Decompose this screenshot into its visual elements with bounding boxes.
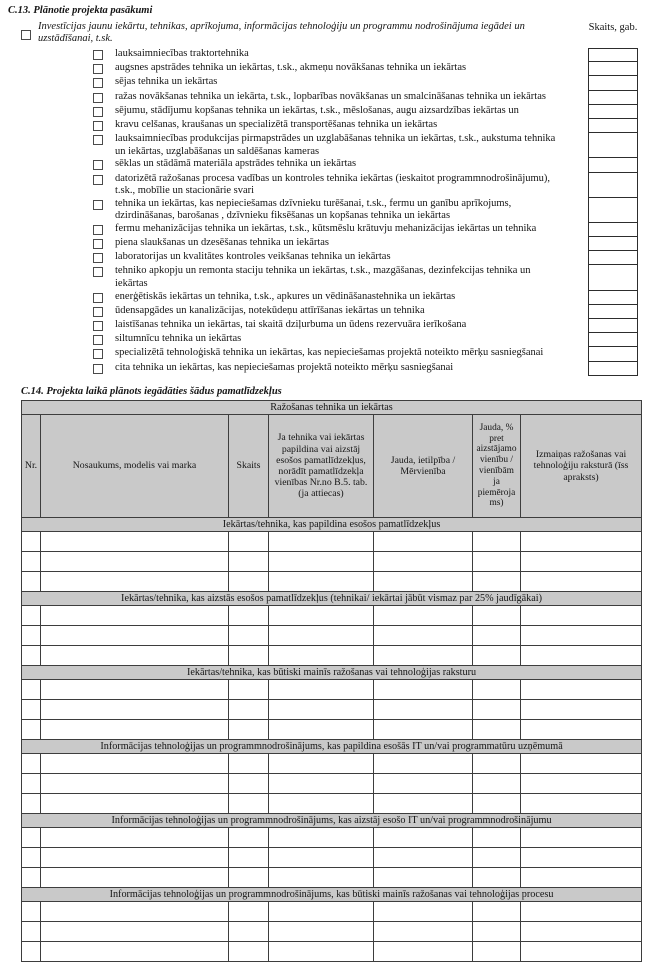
table-section-header: Iekārtas/tehnika, kas papildina esošos pamatlīdzekļus xyxy=(22,518,642,532)
table-cell[interactable] xyxy=(269,848,374,868)
table-cell[interactable] xyxy=(374,902,473,922)
table-cell[interactable] xyxy=(269,942,374,962)
table-cell[interactable] xyxy=(473,754,521,774)
item-checkbox[interactable] xyxy=(93,135,103,145)
table-cell[interactable] xyxy=(22,774,41,794)
table-cell[interactable] xyxy=(521,700,642,720)
count-input-box[interactable] xyxy=(588,76,638,90)
checklist-indent xyxy=(0,133,93,158)
table-cell[interactable] xyxy=(22,922,41,942)
checklist-item xyxy=(0,119,645,133)
checklist-item xyxy=(0,198,645,223)
table-cell[interactable] xyxy=(41,828,229,848)
checklist-item xyxy=(0,362,645,376)
count-input-box[interactable] xyxy=(588,251,638,265)
checklist-indent xyxy=(0,62,93,76)
table-cell[interactable] xyxy=(269,774,374,794)
checklist-indent xyxy=(0,237,93,251)
table-cell[interactable] xyxy=(41,532,229,552)
item-checkbox[interactable] xyxy=(93,239,103,249)
item-label: sējas tehnika un iekārtas xyxy=(115,76,218,88)
table-cell[interactable] xyxy=(374,868,473,888)
table-cell[interactable] xyxy=(41,942,229,962)
count-input-box[interactable] xyxy=(588,133,638,158)
item-checkbox[interactable] xyxy=(93,93,103,103)
checklist xyxy=(0,48,645,376)
checklist-item xyxy=(0,223,645,237)
table-row xyxy=(22,532,642,552)
table-group-header: Ražošanas tehnika un iekārtas xyxy=(22,401,642,415)
checklist-item xyxy=(0,62,645,76)
checklist-item xyxy=(0,291,645,305)
checklist-indent xyxy=(0,91,93,105)
table-cell[interactable] xyxy=(41,606,229,626)
item-checkbox[interactable] xyxy=(93,335,103,345)
item-checkbox[interactable] xyxy=(93,349,103,359)
checklist-item xyxy=(0,237,645,251)
table-section-bar xyxy=(22,814,642,828)
table-cell[interactable] xyxy=(41,774,229,794)
checklist-indent xyxy=(0,105,93,119)
item-checkbox[interactable] xyxy=(93,121,103,131)
table-cell[interactable] xyxy=(41,552,229,572)
checklist-item xyxy=(0,305,645,319)
table-row xyxy=(22,868,642,888)
table-section-header: Informācijas tehnoloģijas un programmnodrošinājums, kas papildina esošās IT un/vai programmatūru uzņēmumā xyxy=(22,740,642,754)
table-column-header-row xyxy=(22,415,642,518)
table-cell[interactable] xyxy=(22,720,41,740)
table-cell[interactable] xyxy=(41,572,229,592)
table-cell[interactable] xyxy=(521,868,642,888)
count-input-box[interactable] xyxy=(588,91,638,105)
checklist-indent xyxy=(0,173,93,198)
checklist-indent xyxy=(0,48,93,62)
count-input-box[interactable] xyxy=(588,237,638,251)
table-section-bar xyxy=(22,888,642,902)
table-cell[interactable] xyxy=(269,680,374,700)
item-label: kravu celšanas, kraušanas un specializētā transportēšanas tehnika un iekārtas xyxy=(115,118,438,130)
checklist-item xyxy=(0,105,645,119)
table-cell[interactable] xyxy=(22,868,41,888)
table-cell[interactable] xyxy=(41,868,229,888)
table-cell[interactable] xyxy=(41,902,229,922)
table-cell[interactable] xyxy=(374,754,473,774)
table-row xyxy=(22,626,642,646)
count-input-box[interactable] xyxy=(588,48,638,62)
table-cell[interactable] xyxy=(521,754,642,774)
table-section-header: Informācijas tehnoloģijas un programmnodrošinājums, kas aizstāj esošo IT un/vai programmnodrošinājumu xyxy=(22,814,642,828)
table-cell[interactable] xyxy=(473,774,521,794)
checklist-item xyxy=(0,76,645,90)
table-cell[interactable] xyxy=(521,922,642,942)
table-cell[interactable] xyxy=(374,828,473,848)
count-input-box[interactable] xyxy=(588,198,638,223)
table-cell[interactable] xyxy=(269,606,374,626)
table-cell[interactable] xyxy=(521,720,642,740)
table-cell[interactable] xyxy=(229,922,269,942)
table-row xyxy=(22,572,642,592)
count-input-box[interactable] xyxy=(588,347,638,361)
table-cell[interactable] xyxy=(521,794,642,814)
table-cell[interactable] xyxy=(22,532,41,552)
table-cell[interactable] xyxy=(473,646,521,666)
checklist-item xyxy=(0,319,645,333)
item-label: augsnes apstrādes tehnika un iekārtas, t.sk., akmeņu novākšanas tehnika un iekārtas xyxy=(115,62,467,74)
table-cell[interactable] xyxy=(473,902,521,922)
table-section-header: Informācijas tehnoloģijas un programmnodrošinājums, kas būtiski mainīs ražošanas vai tehnoloģijas procesu xyxy=(22,888,642,902)
checklist-indent xyxy=(0,265,93,290)
table-cell[interactable] xyxy=(41,794,229,814)
table-cell[interactable] xyxy=(473,700,521,720)
item-checkbox[interactable] xyxy=(93,293,103,303)
table-row xyxy=(22,922,642,942)
table-row xyxy=(22,774,642,794)
checklist-item xyxy=(0,251,645,265)
table-cell[interactable] xyxy=(41,626,229,646)
table-cell[interactable] xyxy=(521,902,642,922)
checklist-indent xyxy=(0,223,93,237)
table-cell[interactable] xyxy=(41,700,229,720)
checklist-item xyxy=(0,158,645,172)
item-label: enerģētiskās iekārtas un tehnika, t.sk., apkures un vēdināšanastehnika un iekārtas xyxy=(115,290,456,302)
item-checkbox[interactable] xyxy=(93,50,103,60)
count-input-box[interactable] xyxy=(588,291,638,305)
table-cell[interactable] xyxy=(521,532,642,552)
table-cell[interactable] xyxy=(269,572,374,592)
table-cell[interactable] xyxy=(229,552,269,572)
table-cell[interactable] xyxy=(473,680,521,700)
table-cell[interactable] xyxy=(473,828,521,848)
checklist-indent xyxy=(0,333,93,347)
count-input-box[interactable] xyxy=(588,319,638,333)
table-row xyxy=(22,720,642,740)
table-cell[interactable] xyxy=(22,606,41,626)
item-checkbox[interactable] xyxy=(93,175,103,185)
item-checkbox[interactable] xyxy=(93,225,103,235)
table-cell[interactable] xyxy=(374,794,473,814)
item-label: lauksaimniecības traktortehnika xyxy=(115,48,249,59)
checklist-item xyxy=(0,347,645,361)
table-cell[interactable] xyxy=(521,680,642,700)
table-cell[interactable] xyxy=(41,848,229,868)
column-header: Ja tehnika vai iekārtas papildina vai aizstāj esošos pamatlīdzekļus, norādīt pamatlīdzekļa vienības Nr.no B.5. tab. (ja attiecas) xyxy=(269,415,374,518)
item-checkbox[interactable] xyxy=(93,160,103,170)
table-cell[interactable] xyxy=(473,626,521,646)
count-input-box[interactable] xyxy=(588,158,638,172)
count-input-box[interactable] xyxy=(588,265,638,290)
table-cell[interactable] xyxy=(473,606,521,626)
table-section-header: Iekārtas/tehnika, kas aizstās esošos pamatlīdzekļus (tehnikai/ iekārtai jābūt vismaz par 25% jaudīgākai) xyxy=(22,592,642,606)
table-cell[interactable] xyxy=(473,794,521,814)
table-cell[interactable] xyxy=(22,552,41,572)
table-section-bar xyxy=(22,666,642,680)
checklist-indent xyxy=(0,319,93,333)
table-cell[interactable] xyxy=(229,848,269,868)
assets-table xyxy=(21,400,642,962)
table-cell[interactable] xyxy=(269,646,374,666)
table-cell[interactable] xyxy=(229,572,269,592)
item-label: laboratorijas un kvalitātes kontroles veikšanas tehnika un iekārtas xyxy=(115,251,391,263)
table-cell[interactable] xyxy=(374,572,473,592)
table-section-bar xyxy=(22,592,642,606)
checklist-indent xyxy=(0,76,93,90)
table-row xyxy=(22,754,642,774)
table-cell[interactable] xyxy=(22,848,41,868)
column-header: Skaits xyxy=(229,415,269,518)
table-row xyxy=(22,942,642,962)
checklist-indent xyxy=(0,251,93,265)
table-cell[interactable] xyxy=(229,774,269,794)
checklist-indent xyxy=(0,305,93,319)
table-cell[interactable] xyxy=(22,700,41,720)
table-row xyxy=(22,902,642,922)
table-cell[interactable] xyxy=(374,720,473,740)
item-checkbox[interactable] xyxy=(93,364,103,374)
table-cell[interactable] xyxy=(374,700,473,720)
checklist-indent xyxy=(0,198,93,223)
main-investment-checkbox[interactable] xyxy=(21,30,31,40)
item-checkbox[interactable] xyxy=(93,78,103,88)
table-cell[interactable] xyxy=(269,828,374,848)
item-label: lauksaimniecības produkcijas pirmapstrādes un uzglabāšanas tehnika un iekārtas, t.sk., aukstuma tehnika un iekārtas, uzglabāšanas un saldēšanas kameras xyxy=(115,133,556,157)
table-cell[interactable] xyxy=(473,848,521,868)
table-cell[interactable] xyxy=(229,646,269,666)
checklist-indent xyxy=(0,119,93,133)
item-label: datorizētā ražošanas procesa vadības un kontroles tehnika iekārtas (ieskaitot programmnodrošinājumu), t.sk., mobīlie un stacionārie svari xyxy=(115,172,551,197)
table-cell[interactable] xyxy=(521,942,642,962)
item-checkbox[interactable] xyxy=(93,107,103,117)
table-cell[interactable] xyxy=(473,572,521,592)
table-cell[interactable] xyxy=(374,680,473,700)
table-cell[interactable] xyxy=(229,828,269,848)
item-label: tehnika un iekārtas, kas nepieciešamas dzīvnieku turēšanai, t.sk., fermu un ganību aprīkojums, dzirdināšanas, barošanas , dzīvnieku fiksēšanas un kopšanas tehnika un iekārtas xyxy=(115,197,512,222)
table-row xyxy=(22,552,642,572)
count-input-box[interactable] xyxy=(588,223,638,237)
table-cell[interactable] xyxy=(521,606,642,626)
table-cell[interactable] xyxy=(374,626,473,646)
section-c14 xyxy=(21,386,641,962)
item-checkbox[interactable] xyxy=(93,321,103,331)
table-cell[interactable] xyxy=(229,720,269,740)
table-cell[interactable] xyxy=(229,902,269,922)
table-cell[interactable] xyxy=(374,774,473,794)
table-cell[interactable] xyxy=(374,552,473,572)
table-cell[interactable] xyxy=(269,922,374,942)
table-cell[interactable] xyxy=(22,680,41,700)
table-cell[interactable] xyxy=(521,626,642,646)
count-input-box[interactable] xyxy=(588,305,638,319)
checklist-indent xyxy=(0,158,93,172)
checklist-indent xyxy=(0,291,93,305)
table-cell[interactable] xyxy=(269,794,374,814)
table-cell[interactable] xyxy=(269,754,374,774)
checklist-indent xyxy=(0,362,93,376)
column-header: Izmaiņas ražošanas vai tehnoloģiju raksturā (īss apraksts) xyxy=(521,415,642,518)
table-cell[interactable] xyxy=(269,626,374,646)
item-label: sējumu, stādījumu kopšanas tehnika un iekārtas, t.sk., mēslošanas, augu aizsardzības iekārtas un xyxy=(115,104,519,116)
checklist-item xyxy=(0,333,645,347)
table-cell[interactable] xyxy=(374,848,473,868)
table-section-bar xyxy=(22,401,642,415)
table-row xyxy=(22,848,642,868)
table-cell[interactable] xyxy=(229,942,269,962)
item-label: siltumnīcu tehnika un iekārtas xyxy=(115,333,242,345)
table-cell[interactable] xyxy=(374,942,473,962)
item-label: ūdensapgādes un kanalizācijas, notekūdeņu attīrīšanas iekārtas un tehnika xyxy=(115,304,425,316)
table-cell[interactable] xyxy=(521,774,642,794)
table-cell[interactable] xyxy=(473,532,521,552)
table-cell[interactable] xyxy=(22,902,41,922)
item-label: sēklas un stādāmā materiāla apstrādes tehnika un iekārtas xyxy=(115,158,357,170)
checklist-item xyxy=(0,91,645,105)
count-input-box[interactable] xyxy=(588,105,638,119)
column-header: Jauda, ietilpība / Mērvienība xyxy=(374,415,473,518)
checklist-item xyxy=(0,133,645,158)
count-input-box[interactable] xyxy=(588,119,638,133)
table-cell[interactable] xyxy=(229,532,269,552)
table-cell[interactable] xyxy=(269,700,374,720)
table-cell[interactable] xyxy=(269,552,374,572)
table-cell[interactable] xyxy=(22,828,41,848)
table-cell[interactable] xyxy=(521,572,642,592)
table-row xyxy=(22,680,642,700)
item-label: fermu mehanizācijas tehnika un iekārtas, t.sk., kūtsmēslu krātuvju mehanizācijas iekārtas un tehnika xyxy=(115,222,537,234)
checklist-item xyxy=(0,265,645,290)
table-row xyxy=(22,828,642,848)
column-header: Jauda, % pret aizstājamo vienību / vienībām ja piemērojams) xyxy=(473,415,521,518)
table-cell[interactable] xyxy=(521,646,642,666)
item-label: specializētā tehnoloģiskā tehnika un iekārtas, kas nepieciešamas projektā noteikto mērķu sasniegšanai xyxy=(115,347,544,359)
table-cell[interactable] xyxy=(521,848,642,868)
table-cell[interactable] xyxy=(22,942,41,962)
section-c13-title: C.13. Plānotie projekta pasākumi xyxy=(8,5,153,16)
table-cell[interactable] xyxy=(374,922,473,942)
table-cell[interactable] xyxy=(41,922,229,942)
table-cell[interactable] xyxy=(473,922,521,942)
table-cell[interactable] xyxy=(269,868,374,888)
table-cell[interactable] xyxy=(374,606,473,626)
table-section-header: Iekārtas/tehnika, kas būtiski mainīs ražošanas vai tehnoloģijas raksturu xyxy=(22,666,642,680)
table-section-bar xyxy=(22,518,642,532)
table-cell[interactable] xyxy=(269,532,374,552)
table-cell[interactable] xyxy=(229,606,269,626)
item-checkbox[interactable] xyxy=(93,307,103,317)
table-cell[interactable] xyxy=(229,868,269,888)
item-label: tehniko apkopju un remonta staciju tehnika un iekārtas, t.sk., mazgāšanas, dezinfekcijas tehnika un iekārtas xyxy=(115,265,531,290)
table-row xyxy=(22,606,642,626)
table-row xyxy=(22,700,642,720)
main-investment-label: Investīcijas jaunu iekārtu, tehnikas, aprīkojuma, informācijas tehnoloģiju un programmu nodrošinājuma iegādei un uzstādīšanai, t.sk. xyxy=(38,21,525,44)
table-cell[interactable] xyxy=(374,532,473,552)
table-cell[interactable] xyxy=(521,828,642,848)
table-cell[interactable] xyxy=(269,720,374,740)
table-cell[interactable] xyxy=(22,572,41,592)
checklist-item xyxy=(0,173,645,198)
count-input-box[interactable] xyxy=(588,362,638,376)
table-cell[interactable] xyxy=(22,794,41,814)
item-label: laistīšanas tehnika un iekārtas, tai skaitā dziļurbuma un ūdens rezervuāra ierīkošana xyxy=(115,319,467,330)
item-checkbox[interactable] xyxy=(93,253,103,263)
table-cell[interactable] xyxy=(521,552,642,572)
count-input-box[interactable] xyxy=(588,333,638,347)
table-cell[interactable] xyxy=(473,868,521,888)
table-cell[interactable] xyxy=(229,680,269,700)
section-c14-title: C.14. Projekta laikā plānots iegādāties šādus pamatlīdzekļus xyxy=(21,386,282,397)
checklist-item xyxy=(0,48,645,62)
table-cell[interactable] xyxy=(473,942,521,962)
checklist-indent xyxy=(0,347,93,361)
table-cell[interactable] xyxy=(22,646,41,666)
item-checkbox[interactable] xyxy=(93,200,103,210)
item-label: ražas novākšanas tehnika un iekārta, t.sk., lopbarības novākšanas un smalcināšanas tehnika un iekārtas xyxy=(115,90,546,102)
item-label: piena slaukšanas un dzesēšanas tehnika un iekārtas xyxy=(115,237,330,249)
table-cell[interactable] xyxy=(22,754,41,774)
item-label: cita tehnika un iekārtas, kas nepieciešamas projektā noteikto mērķu sasniegšanai xyxy=(115,361,454,373)
table-cell[interactable] xyxy=(374,646,473,666)
count-input-box[interactable] xyxy=(588,173,638,198)
table-cell[interactable] xyxy=(473,552,521,572)
table-cell[interactable] xyxy=(22,626,41,646)
count-column-header: Skaits, gab. xyxy=(588,22,638,33)
table-cell[interactable] xyxy=(41,680,229,700)
table-cell[interactable] xyxy=(41,754,229,774)
item-checkbox[interactable] xyxy=(93,64,103,74)
table-row xyxy=(22,646,642,666)
table-cell[interactable] xyxy=(269,902,374,922)
table-row xyxy=(22,794,642,814)
table-section-bar xyxy=(22,740,642,754)
table-cell[interactable] xyxy=(41,720,229,740)
table-cell[interactable] xyxy=(229,700,269,720)
table-cell[interactable] xyxy=(473,720,521,740)
table-cell[interactable] xyxy=(41,646,229,666)
table-cell[interactable] xyxy=(229,626,269,646)
column-header: Nr. xyxy=(22,415,41,518)
table-cell[interactable] xyxy=(229,794,269,814)
item-checkbox[interactable] xyxy=(93,267,103,277)
table-cell[interactable] xyxy=(229,754,269,774)
column-header: Nosaukums, modelis vai marka xyxy=(41,415,229,518)
count-input-box[interactable] xyxy=(588,62,638,76)
